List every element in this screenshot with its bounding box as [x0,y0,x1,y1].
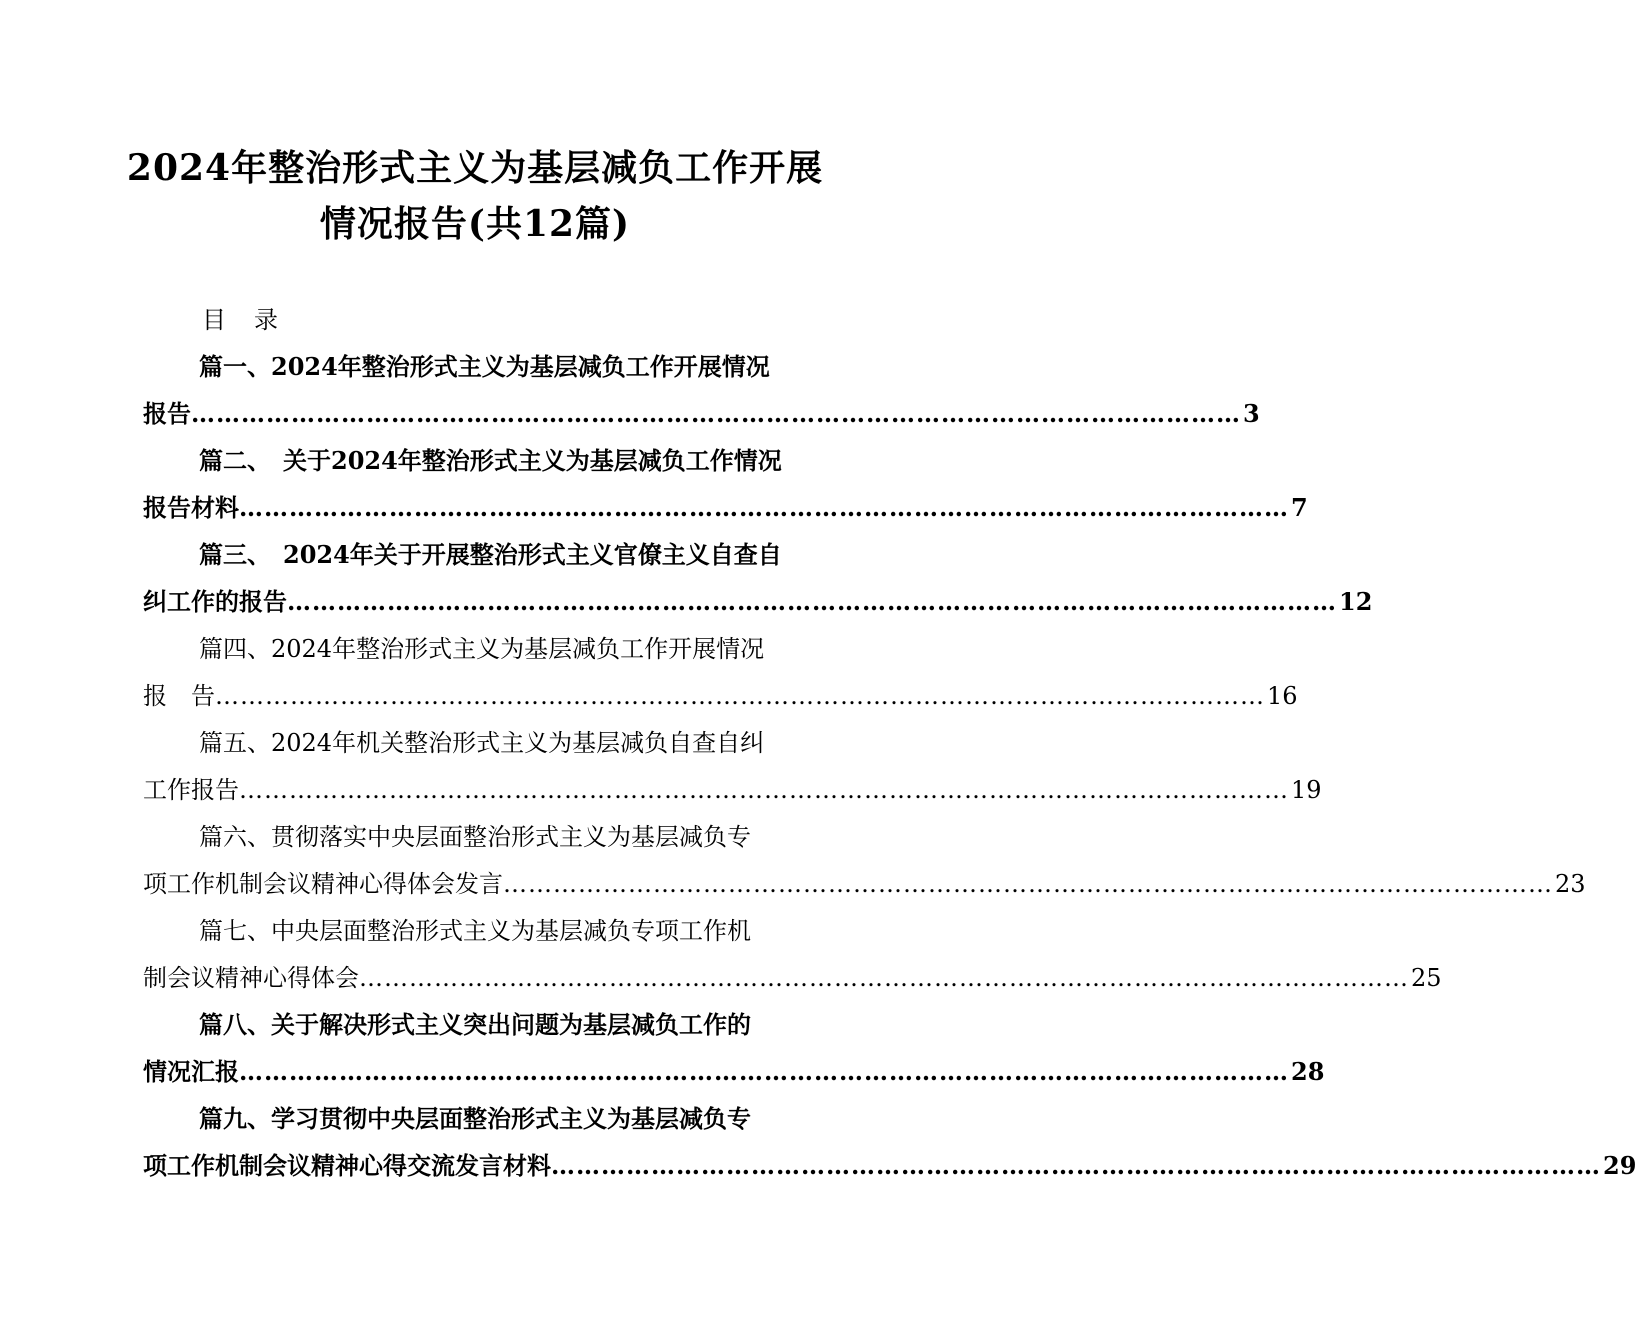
toc-entry-title: 篇四、2024年整治形式主义为基层减负工作开展情况 [199,635,765,663]
toc-entry-continuation [143,766,1322,814]
toc-entry[interactable] [143,626,1298,720]
toc-page-number: 7 [1291,493,1308,522]
dot-leader: ……………………………………………………………………………………………………………… [191,399,1241,428]
dot-leader: ……………………………………………………………………………………………………………… [239,1057,1289,1086]
toc-page-number: 29 [1603,1151,1636,1180]
dot-leader: ……………………………………………………………………………………………………………… [239,493,1289,522]
dot-leader: ……………………………………………………………………………………………………………… [239,776,1289,804]
toc-entry[interactable] [143,438,1308,532]
toc-entry-title-end: 报 告 [143,682,215,710]
table-of-contents [143,344,1636,1190]
toc-entry-title-end: 制会议精神心得体会 [143,964,359,992]
toc-entry-title-end: 报告 [143,399,191,428]
toc-page-number: 16 [1267,682,1298,710]
toc-entry-title-end: 情况汇报 [143,1057,239,1086]
title-line-1: 2024年整治形式主义为基层减负工作开展 [126,147,824,189]
toc-entry[interactable] [143,720,1322,814]
toc-entry[interactable] [143,532,1373,626]
dot-leader: ……………………………………………………………………………………………………………… [359,964,1409,992]
toc-page-number: 25 [1411,964,1442,992]
toc-page-number: 28 [1291,1057,1325,1086]
dot-leader: ……………………………………………………………………………………………………………… [551,1151,1601,1180]
toc-page-number: 3 [1243,399,1260,428]
toc-entry-title: 篇五、2024年机关整治形式主义为基层减负自查自纠 [199,729,765,757]
toc-entry-title: 篇三、 2024年关于开展整治形式主义官僚主义自查自 [199,540,782,569]
toc-entry[interactable] [143,908,1442,1002]
toc-entry-title: 篇六、贯彻落实中央层面整治形式主义为基层减负专 [199,823,751,851]
toc-page-number: 19 [1291,776,1322,804]
toc-entry-title: 篇八、关于解决形式主义突出问题为基层减负工作的 [199,1010,751,1039]
document-title [0,140,950,252]
toc-entry-title: 篇九、学习贯彻中央层面整治形式主义为基层减负专 [199,1104,751,1133]
toc-entry-title-end: 工作报告 [143,776,239,804]
dot-leader: ……………………………………………………………………………………………………………… [503,870,1553,898]
toc-entry-continuation [143,672,1298,720]
toc-entry-continuation [143,1048,1325,1096]
toc-page-number: 12 [1339,587,1373,616]
toc-entry-title-end: 纠工作的报告 [143,587,287,616]
toc-entry-continuation [143,484,1308,532]
toc-entry-title-end: 报告材料 [143,493,239,522]
toc-entry-continuation [143,390,1260,438]
toc-page-number: 23 [1555,870,1586,898]
toc-entry-title-end: 项工作机制会议精神心得体会发言 [143,870,503,898]
dot-leader: ……………………………………………………………………………………………………………… [287,587,1337,616]
toc-entry-title: 篇二、 关于2024年整治形式主义为基层减负工作情况 [199,446,782,475]
toc-entry[interactable] [143,1002,1325,1096]
toc-entry-continuation [143,860,1586,908]
toc-entry-continuation [143,578,1373,626]
toc-entry-continuation [143,1142,1636,1190]
toc-entry-title: 篇一、2024年整治形式主义为基层减负工作开展情况 [199,352,770,381]
dot-leader: ……………………………………………………………………………………………………………… [215,682,1265,710]
toc-entry-continuation [143,954,1442,1002]
toc-heading: 目录 [202,306,306,334]
title-line-2: 情况报告(共12篇) [319,203,631,245]
toc-entry-title-end: 项工作机制会议精神心得交流发言材料 [143,1151,551,1180]
toc-entry[interactable] [143,344,1260,438]
toc-entry[interactable] [143,1096,1636,1190]
toc-entry[interactable] [143,814,1586,908]
toc-entry-title: 篇七、中央层面整治形式主义为基层减负专项工作机 [199,917,751,945]
